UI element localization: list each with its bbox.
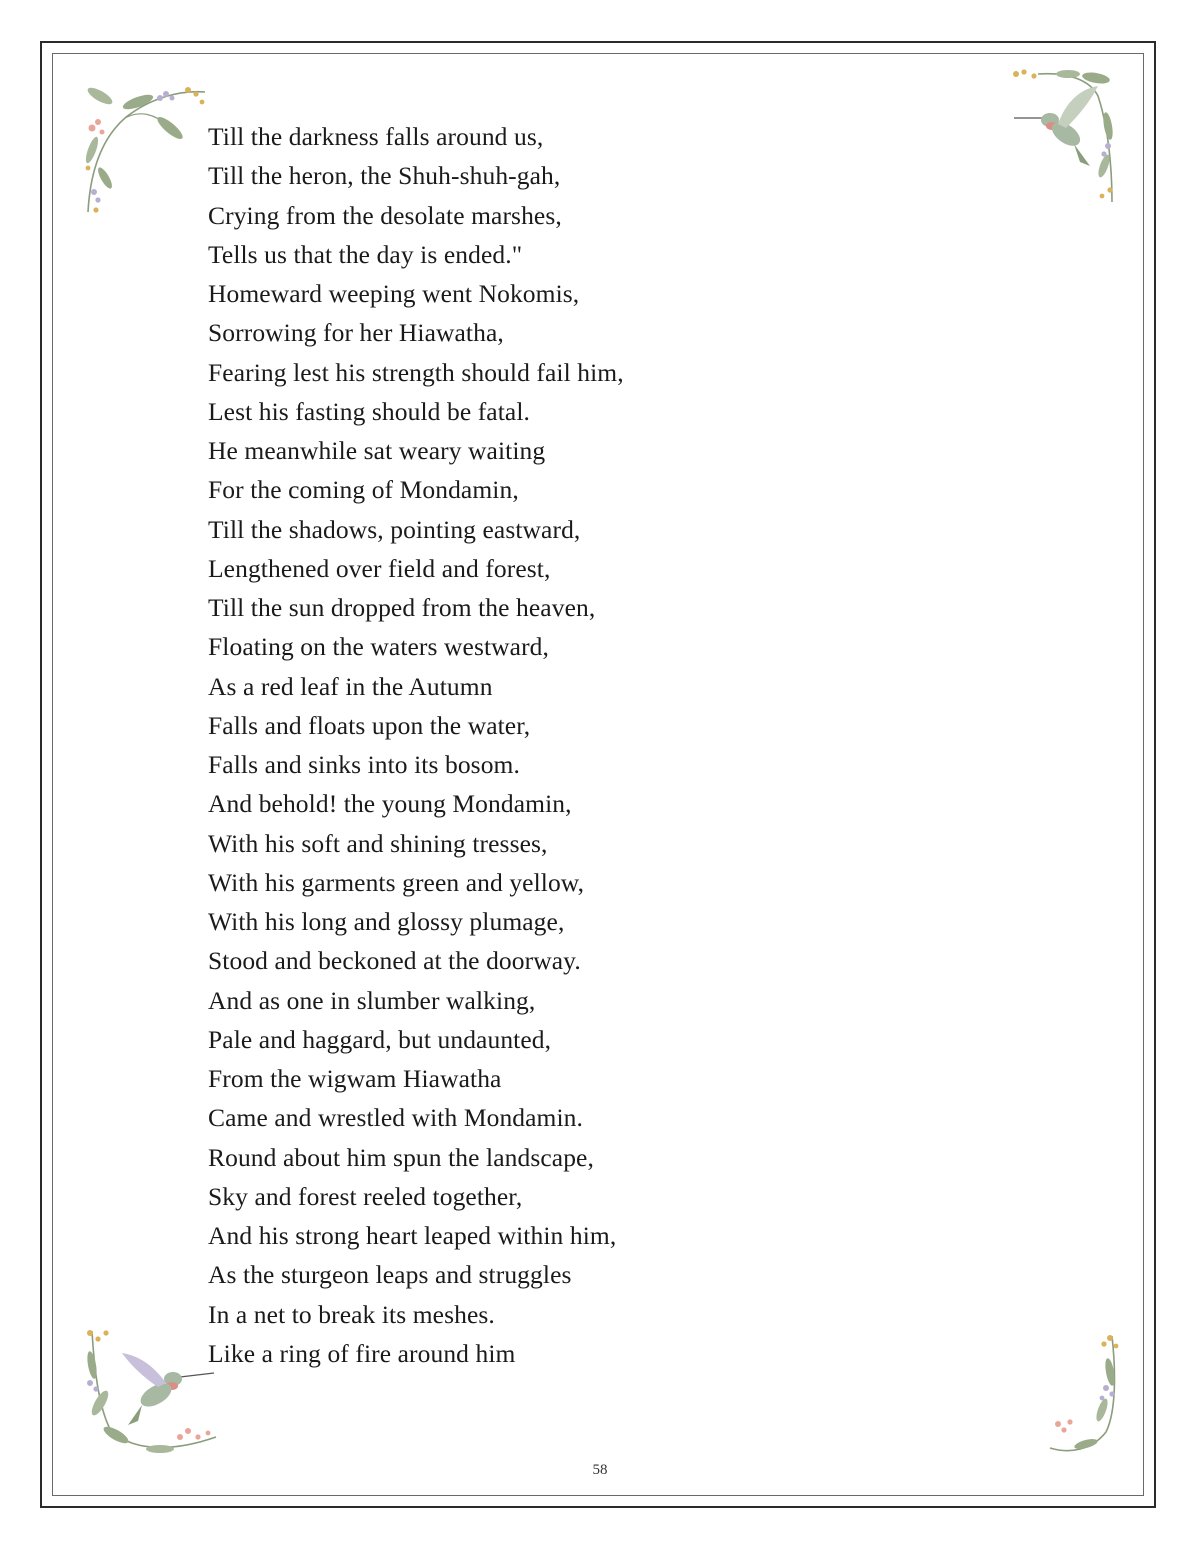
poem-line: Homeward weeping went Nokomis, bbox=[208, 279, 580, 308]
poem-text bbox=[208, 117, 624, 1373]
poem-line: Pale and haggard, but undaunted, bbox=[208, 1024, 552, 1054]
poem-line: For the coming of Mondamin, bbox=[208, 475, 519, 505]
poem-line: Sky and forest reeled together, bbox=[208, 1181, 523, 1211]
poem-line: Till the heron, the Shuh-shuh-gah, bbox=[208, 161, 561, 191]
poem-line: He meanwhile sat weary waiting bbox=[208, 436, 546, 465]
poem-line: Sorrowing for her Hiawatha, bbox=[208, 318, 504, 348]
page-number: 58 bbox=[592, 1462, 608, 1478]
poem-line: Floating on the waters westward, bbox=[208, 632, 549, 662]
poem-line: Tells us that the day is ended." bbox=[208, 239, 523, 269]
poem-line: Fearing lest his strength should fail him, bbox=[208, 357, 624, 387]
hummingbird-floral-icon bbox=[80, 1325, 220, 1461]
poem-line: Lengthened over field and forest, bbox=[208, 553, 551, 583]
poem-line: Round about him spun the landscape, bbox=[208, 1142, 594, 1172]
poem-line: And behold! the young Mondamin, bbox=[208, 789, 572, 819]
poem-line: With his garments green and yellow, bbox=[208, 867, 585, 897]
floral-corner-icon bbox=[80, 80, 210, 220]
poem-line: And his strong heart leaped within him, bbox=[208, 1221, 617, 1250]
poem-line: Falls and floats upon the water, bbox=[208, 710, 531, 740]
poem-line: Falls and sinks into its bosom. bbox=[208, 750, 520, 779]
poem-line: As the sturgeon leaps and struggles bbox=[208, 1260, 572, 1290]
poem-line: Like a ring of fire around him bbox=[208, 1338, 516, 1368]
poem-line: As a red leaf in the Autumn bbox=[208, 671, 493, 701]
poem-line: With his soft and shining tresses, bbox=[208, 828, 548, 858]
poem-line: Till the shadows, pointing eastward, bbox=[208, 514, 581, 544]
poem-line: Stood and beckoned at the doorway. bbox=[208, 946, 581, 976]
floral-corner-icon bbox=[1046, 1332, 1122, 1458]
poem-line: Till the sun dropped from the heaven, bbox=[208, 593, 596, 622]
poem-line: Crying from the desolate marshes, bbox=[208, 200, 562, 230]
poem-line: Lest his fasting should be fatal. bbox=[208, 396, 530, 426]
poem-line: With his long and glossy plumage, bbox=[208, 907, 565, 936]
poem-line: Came and wrestled with Mondamin. bbox=[208, 1103, 584, 1133]
poem-line: From the wigwam Hiawatha bbox=[208, 1064, 502, 1093]
poem-line: Till the darkness falls around us, bbox=[208, 122, 544, 151]
poem-line: And as one in slumber walking, bbox=[208, 985, 536, 1015]
hummingbird-floral-icon bbox=[1008, 66, 1120, 206]
poem-line: In a net to break its meshes. bbox=[208, 1299, 495, 1329]
